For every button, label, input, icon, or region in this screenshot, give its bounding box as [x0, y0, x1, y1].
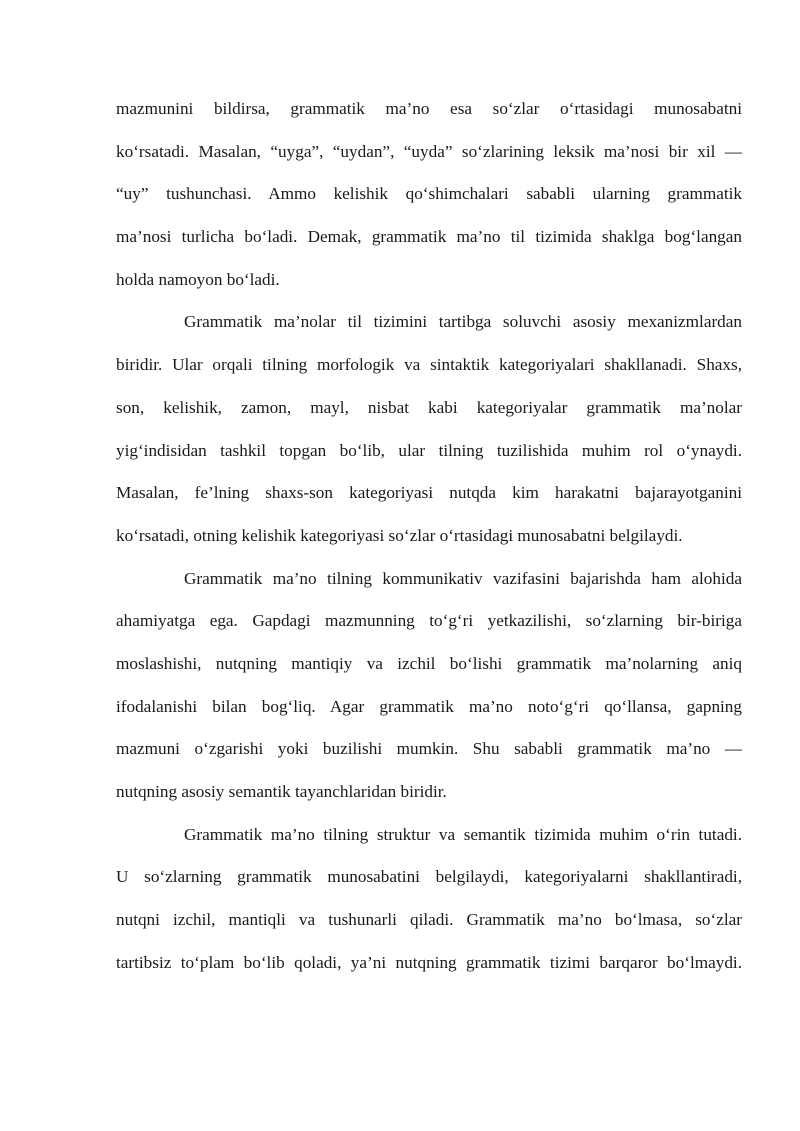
body-text — [116, 88, 742, 984]
text-line: nutqni izchil, mantiqli va tushunarli qiladi. Grammatik ma’no bo‘lmasa, so‘zlar — [116, 910, 742, 930]
text-line: nutqning asosiy semantik tayanchlaridan biridir. — [116, 782, 447, 801]
text-line: yig‘indisidan tashkil topgan bo‘lib, ular tilning tuzilishida muhim rol o‘ynaydi. — [116, 440, 742, 460]
paragraph-2 — [116, 301, 742, 557]
text-line: mazmunini bildirsa, grammatik ma’no esa so‘zlar o‘rtasidagi munosabatni — [116, 99, 742, 118]
text-line: tartibsiz to‘plam bo‘lib qoladi, ya’ni nutqning grammatik tizimi barqaror bo‘lmaydi. — [116, 952, 742, 972]
text-line: ko‘rsatadi. Masalan, “uyga”, “uydan”, “uyda” so‘zlarining leksik ma’nosi bir xil — — [116, 141, 742, 161]
text-line: Grammatik ma’no tilning kommunikativ vazifasini bajarishda ham alohida — [184, 568, 742, 588]
text-line: mazmuni o‘zgarishi yoki buzilishi mumkin. Shu sababli grammatik ma’no — — [116, 739, 742, 759]
paragraph-3 — [116, 558, 742, 814]
text-line: ifodalanishi bilan bog‘liq. Agar grammatik ma’no noto‘g‘ri qo‘llansa, gapning — [116, 696, 742, 716]
text-line: U so‘zlarning grammatik munosabatini belgilaydi, kategoriyalarni shakllantiradi, — [116, 867, 742, 887]
text-line: ko‘rsatadi, otning kelishik kategoriyasi so‘zlar o‘rtasidagi munosabatni belgilaydi. — [116, 525, 683, 545]
text-line: Grammatik ma’no tilning struktur va semantik tizimida muhim o‘rin tutadi. — [184, 824, 742, 844]
text-line: biridir. Ular orqali tilning morfologik va sintaktik kategoriyalari shakllanadi. Shaxs, — [116, 355, 742, 375]
text-line: holda namoyon bo‘ladi. — [116, 269, 280, 289]
text-line: “uy” tushunchasi. Ammo kelishik qo‘shimchalari sababli ularning grammatik — [116, 184, 742, 204]
text-line: ahamiyatga ega. Gapdagi mazmunning to‘g‘ri yetkazilishi, so‘zlarning bir-biriga — [116, 611, 742, 631]
text-line: son, kelishik, zamon, mayl, nisbat kabi kategoriyalar grammatik ma’nolar — [116, 397, 742, 417]
paragraph-4 — [116, 814, 742, 985]
text-line: Masalan, fe’lning shaxs-son kategoriyasi nutqda kim harakatni bajarayotganini — [116, 483, 742, 503]
text-line: ma’nosi turlicha bo‘ladi. Demak, grammatik ma’no til tizimida shaklga bog‘langan — [116, 227, 742, 247]
paragraph-1 — [116, 88, 742, 301]
text-line: Grammatik ma’nolar til tizimini tartibga soluvchi asosiy mexanizmlardan — [184, 312, 742, 332]
text-line: moslashishi, nutqning mantiqiy va izchil bo‘lishi grammatik ma’nolarning aniq — [116, 653, 742, 673]
